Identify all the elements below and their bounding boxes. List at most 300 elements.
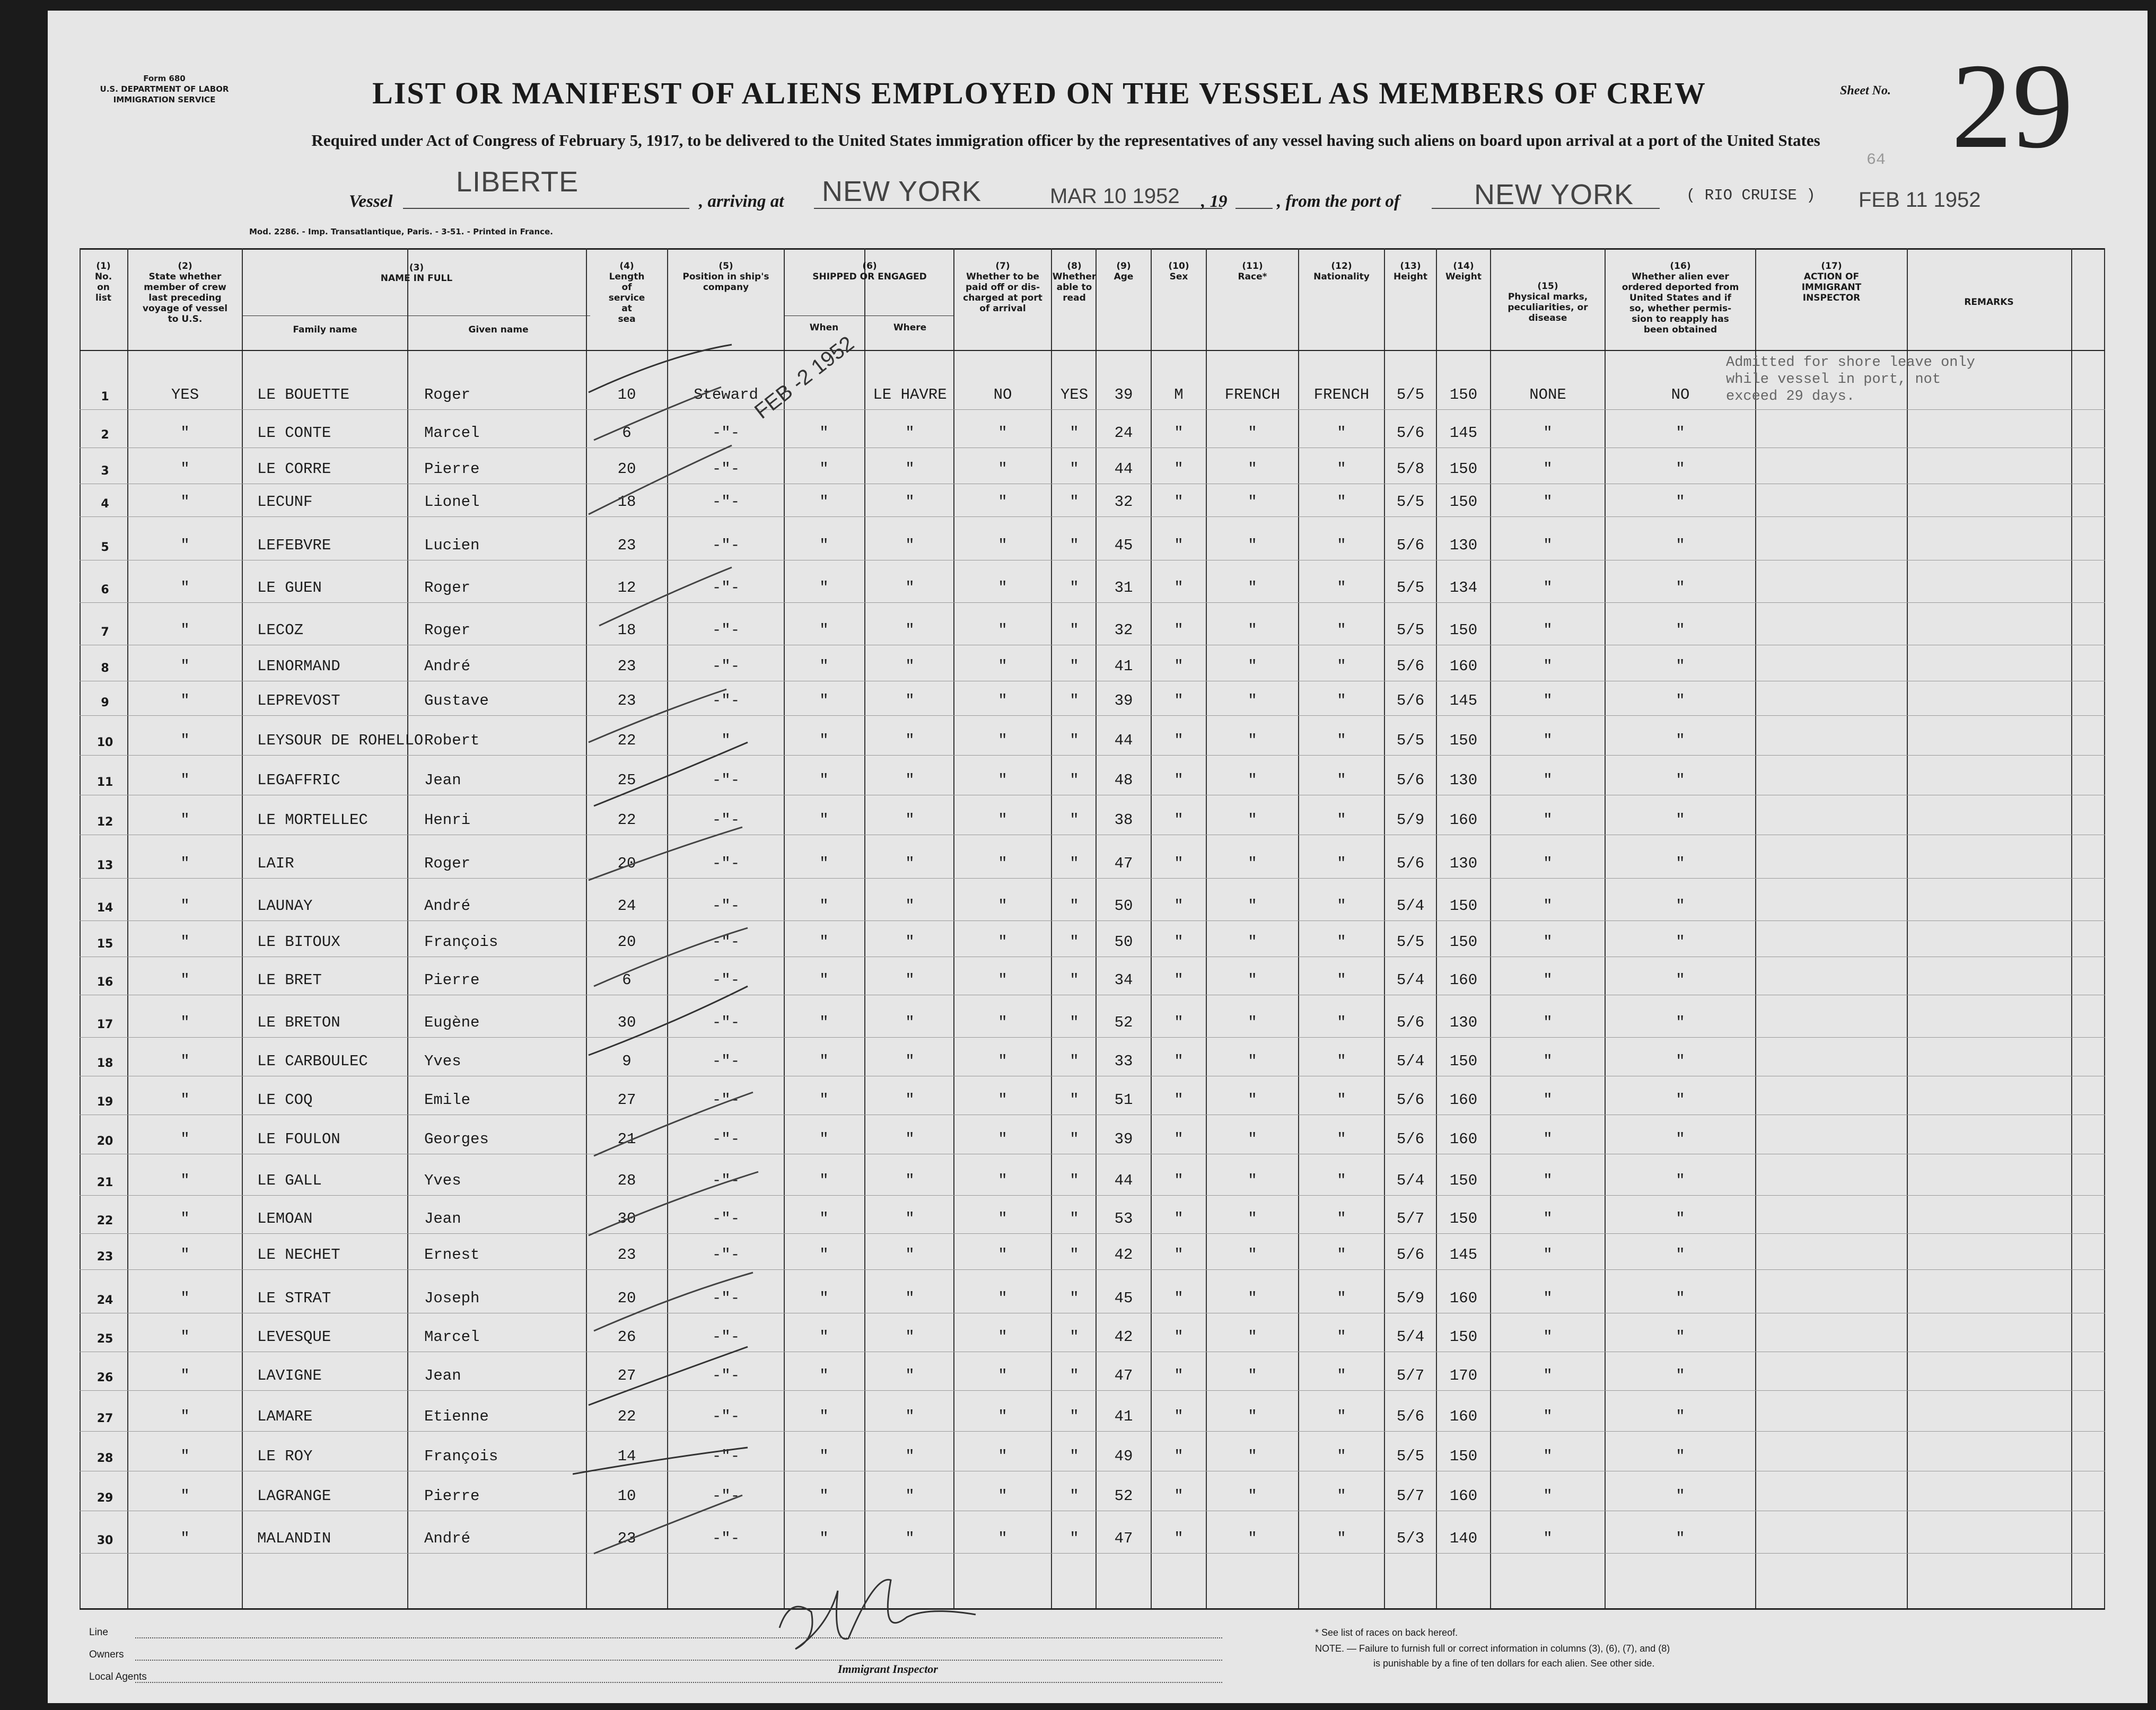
cell-given: Roger	[424, 579, 471, 597]
col-header-height: (13) Height	[1393, 261, 1427, 282]
cell-nat: "	[1337, 1408, 1346, 1425]
cell-marks: "	[1543, 692, 1553, 709]
cell-prev: "	[180, 493, 190, 511]
cell-nat: FRENCH	[1313, 386, 1370, 404]
cell-position: -"-	[712, 897, 740, 915]
col-header-number: (1) No. on list	[94, 261, 112, 303]
row-number: 7	[101, 626, 109, 639]
column-divider	[1490, 248, 1491, 1608]
cell-read: "	[1070, 897, 1079, 915]
cell-family: LAMARE	[257, 1408, 313, 1425]
cell-deported: "	[1676, 460, 1685, 478]
cell-height: 5/4	[1396, 1172, 1425, 1189]
cell-height: 5/6	[1396, 1091, 1425, 1109]
col-header-age: (9) Age	[1114, 261, 1134, 282]
col-header-name: (3) NAME IN FULL	[380, 262, 453, 284]
cell-age: 45	[1114, 537, 1133, 554]
cell-paid: "	[998, 657, 1007, 675]
cell-race: "	[1248, 971, 1257, 989]
cell-height: 5/4	[1396, 897, 1425, 915]
cell-family: LE CONTE	[257, 424, 331, 442]
cell-where: "	[905, 460, 915, 478]
cell-when: "	[819, 692, 829, 709]
cell-weight: 160	[1449, 1290, 1478, 1307]
row-number: 25	[97, 1332, 113, 1346]
col-header-previous-voyage: (2) State whether member of crew last preceding voyage of vessel to U.S.	[142, 261, 228, 325]
cell-height: 5/6	[1396, 537, 1425, 554]
cell-position: -"-	[712, 1487, 740, 1505]
cell-read: "	[1070, 424, 1079, 442]
cell-weight: 160	[1449, 811, 1478, 829]
cell-paid: NO	[993, 386, 1012, 404]
cell-nat: "	[1337, 1487, 1346, 1505]
cell-service: 14	[617, 1448, 636, 1465]
cell-given: Pierre	[424, 460, 480, 478]
cell-sex: "	[1174, 1172, 1184, 1189]
row-number: 14	[97, 901, 113, 915]
row-number: 15	[97, 937, 113, 951]
col-header-inspector-action: (17) ACTION OF IMMIGRANT INSPECTOR	[1801, 261, 1862, 303]
cell-where: "	[905, 1091, 915, 1109]
cell-marks: "	[1543, 1014, 1553, 1031]
sheet-number: 29	[1951, 38, 2073, 173]
column-divider	[1755, 248, 1756, 1608]
cell-weight: 150	[1449, 386, 1478, 404]
cell-marks: "	[1543, 933, 1553, 951]
cell-prev: "	[180, 579, 190, 597]
cell-race: "	[1248, 811, 1257, 829]
cell-prev: "	[180, 1130, 190, 1148]
cell-read: "	[1070, 1530, 1079, 1547]
cell-paid: "	[998, 1328, 1007, 1346]
cell-when: "	[819, 771, 829, 789]
cell-read: "	[1070, 657, 1079, 675]
cell-marks: "	[1543, 537, 1553, 554]
cell-weight: 160	[1449, 1408, 1478, 1425]
cell-where: "	[905, 1408, 915, 1425]
arrival-date-stamp: MAR 10 1952	[1050, 185, 1180, 208]
cell-where: "	[905, 537, 915, 554]
cell-where: "	[905, 1246, 915, 1264]
cell-marks: "	[1543, 1367, 1553, 1384]
cell-when: "	[819, 1448, 829, 1465]
cell-weight: 150	[1449, 1210, 1478, 1227]
document-subtitle: Required under Act of Congress of February 5, 1917, to be delivered to the United States immigration officer by the representatives of any vessel having such aliens on board upon arrival at a port of the United States	[311, 131, 1820, 150]
cell-sex: "	[1174, 1053, 1184, 1070]
cell-given: Gustave	[424, 692, 489, 709]
inspector-signature	[769, 1564, 992, 1670]
cell-read: "	[1070, 1210, 1079, 1227]
cell-prev: "	[180, 621, 190, 639]
cell-family: LEVESQUE	[257, 1328, 331, 1346]
form-identifier	[85, 73, 244, 105]
line-field	[135, 1637, 1222, 1638]
cell-nat: "	[1337, 1172, 1346, 1189]
cell-nat: "	[1337, 933, 1346, 951]
cell-given: Jean	[424, 1210, 461, 1227]
cell-height: 5/5	[1396, 579, 1425, 597]
cell-position: -"-	[712, 1130, 740, 1148]
column-divider	[242, 248, 243, 1608]
row-number: 19	[97, 1095, 113, 1109]
cell-paid: "	[998, 692, 1007, 709]
cell-weight: 150	[1449, 1053, 1478, 1070]
cell-sex: "	[1174, 897, 1184, 915]
cell-marks: "	[1543, 1448, 1553, 1465]
cell-service: 10	[617, 386, 636, 404]
cell-position: -"-	[712, 460, 740, 478]
cell-sex: "	[1174, 1448, 1184, 1465]
cell-prev: "	[180, 1367, 190, 1384]
cell-paid: "	[998, 537, 1007, 554]
cell-weight: 150	[1449, 493, 1478, 511]
cell-read: "	[1070, 579, 1079, 597]
cell-age: 44	[1114, 732, 1133, 749]
penalty-note-line2: is punishable by a fine of ten dollars for each alien. See other side.	[1373, 1658, 1655, 1669]
cell-position: -"-	[712, 1053, 740, 1070]
cell-where: "	[905, 1448, 915, 1465]
cell-family: LE BOUETTE	[257, 386, 350, 404]
row-rule	[80, 1553, 2105, 1554]
cell-prev: "	[180, 1408, 190, 1425]
row-number: 29	[97, 1492, 113, 1505]
cell-deported: NO	[1671, 386, 1690, 404]
cell-when: "	[819, 1367, 829, 1384]
cell-paid: "	[998, 1130, 1007, 1148]
shipped-subheader-rule	[785, 315, 954, 316]
cell-sex: "	[1174, 971, 1184, 989]
col-header-race: (11) Race*	[1238, 261, 1267, 282]
cell-marks: "	[1543, 971, 1553, 989]
cell-given: André	[424, 897, 471, 915]
cell-position: -"-	[712, 424, 740, 442]
cell-race: "	[1248, 1487, 1257, 1505]
cell-position: -"-	[712, 1210, 740, 1227]
cell-prev: "	[180, 897, 190, 915]
cell-paid: "	[998, 1246, 1007, 1264]
cell-height: 5/4	[1396, 1053, 1425, 1070]
cell-when: "	[819, 493, 829, 511]
cell-nat: "	[1337, 692, 1346, 709]
cell-where: "	[905, 493, 915, 511]
cell-race: "	[1248, 460, 1257, 478]
from-port: NEW YORK	[1474, 179, 1634, 211]
cell-deported: "	[1676, 657, 1685, 675]
cell-where: "	[905, 621, 915, 639]
row-rule	[80, 878, 2105, 879]
cell-when: "	[819, 1091, 829, 1109]
cell-read: "	[1070, 1091, 1079, 1109]
vessel-name: LIBERTE	[456, 166, 579, 198]
row-number: 23	[97, 1250, 113, 1264]
cell-race: "	[1248, 897, 1257, 915]
cell-read: "	[1070, 771, 1079, 789]
cell-family: LE CORRE	[257, 460, 331, 478]
cell-read: "	[1070, 621, 1079, 639]
cell-marks: "	[1543, 811, 1553, 829]
races-note: * See list of races on back hereof.	[1315, 1627, 1458, 1638]
cell-paid: "	[998, 1408, 1007, 1425]
cell-prev: YES	[171, 386, 199, 404]
cell-marks: "	[1543, 424, 1553, 442]
cell-marks: "	[1543, 460, 1553, 478]
cell-read: "	[1070, 1487, 1079, 1505]
action-note-line: while vessel in port, not	[1726, 372, 1941, 388]
column-divider	[864, 248, 865, 1608]
row-number: 4	[101, 497, 109, 511]
cell-sex: "	[1174, 579, 1184, 597]
cell-family: LE MORTELLEC	[257, 811, 368, 829]
cell-given: François	[424, 933, 498, 951]
cell-when: "	[819, 579, 829, 597]
cell-family: LAGRANGE	[257, 1487, 331, 1505]
cell-read: "	[1070, 493, 1079, 511]
cell-where: "	[905, 1328, 915, 1346]
cell-age: 32	[1114, 493, 1133, 511]
cell-nat: "	[1337, 1053, 1346, 1070]
cell-age: 47	[1114, 855, 1133, 872]
cell-service: 12	[617, 579, 636, 597]
immigrant-inspector-label: Immigrant Inspector	[838, 1662, 938, 1676]
col-header-shipped-where: Where	[893, 322, 927, 333]
cell-given: André	[424, 1530, 471, 1547]
cell-race: "	[1248, 1210, 1257, 1227]
cell-service: 25	[617, 771, 636, 789]
cell-deported: "	[1676, 971, 1685, 989]
cell-where: "	[905, 933, 915, 951]
cell-service: 10	[617, 1487, 636, 1505]
cell-position: -"-	[712, 1091, 740, 1109]
cell-height: 5/5	[1396, 1448, 1425, 1465]
cell-deported: "	[1676, 1290, 1685, 1307]
cell-nat: "	[1337, 1014, 1346, 1031]
cell-service: 22	[617, 732, 636, 749]
cell-height: 5/5	[1396, 493, 1425, 511]
cell-paid: "	[998, 811, 1007, 829]
cell-prev: "	[180, 1448, 190, 1465]
cell-weight: 160	[1449, 657, 1478, 675]
cell-family: LEYSOUR DE ROHELLO	[257, 732, 424, 749]
cell-family: LEGAFFRIC	[257, 771, 340, 789]
cell-where: "	[905, 771, 915, 789]
sheet-sub-number: 64	[1866, 151, 1886, 169]
row-rule	[80, 516, 2105, 517]
cell-given: Henri	[424, 811, 471, 829]
cell-height: 5/5	[1396, 386, 1425, 404]
cell-nat: "	[1337, 1091, 1346, 1109]
cell-race: "	[1248, 1014, 1257, 1031]
cell-paid: "	[998, 460, 1007, 478]
row-number: 5	[101, 541, 109, 554]
cell-when: "	[819, 933, 829, 951]
cell-race: "	[1248, 855, 1257, 872]
row-number: 3	[101, 464, 109, 478]
cell-sex: "	[1174, 1367, 1184, 1384]
cell-prev: "	[180, 460, 190, 478]
cell-prev: "	[180, 537, 190, 554]
cell-read: "	[1070, 1053, 1079, 1070]
col-header-position: (5) Position in ship's company	[682, 261, 769, 293]
cell-when: "	[819, 621, 829, 639]
cell-given: Yves	[424, 1053, 461, 1070]
cell-where: "	[905, 424, 915, 442]
cell-paid: "	[998, 1448, 1007, 1465]
cell-when: "	[819, 811, 829, 829]
cell-nat: "	[1337, 657, 1346, 675]
cell-family: LECUNF	[257, 493, 313, 511]
cell-family: LE NECHET	[257, 1246, 340, 1264]
row-number: 12	[97, 815, 113, 829]
cell-when: "	[819, 1246, 829, 1264]
service-check-marks	[573, 339, 838, 1569]
cell-service: 28	[617, 1172, 636, 1189]
cell-weight: 150	[1449, 897, 1478, 915]
cell-deported: "	[1676, 1448, 1685, 1465]
cell-weight: 150	[1449, 1328, 1478, 1346]
cell-age: 39	[1114, 1130, 1133, 1148]
cell-where: "	[905, 579, 915, 597]
cell-family: LE BITOUX	[257, 933, 340, 951]
col-header-shipped-when: When	[809, 322, 839, 333]
note-label: NOTE.	[1315, 1643, 1345, 1654]
cell-deported: "	[1676, 933, 1685, 951]
cell-when: "	[819, 732, 829, 749]
cell-deported: "	[1676, 537, 1685, 554]
cell-read: "	[1070, 1328, 1079, 1346]
cell-when: "	[819, 1014, 829, 1031]
cell-where: "	[905, 1487, 915, 1505]
cell-nat: "	[1337, 897, 1346, 915]
cell-sex: "	[1174, 1530, 1184, 1547]
cell-marks: "	[1543, 732, 1553, 749]
column-divider	[2071, 248, 2072, 1608]
cell-family: MALANDIN	[257, 1530, 331, 1547]
cell-position: -"-	[712, 771, 740, 789]
cell-age: 47	[1114, 1367, 1133, 1384]
row-rule	[80, 409, 2105, 410]
cell-paid: "	[998, 1091, 1007, 1109]
cell-service: 18	[617, 493, 636, 511]
column-divider	[1151, 248, 1152, 1608]
cell-given: Roger	[424, 386, 471, 404]
row-rule	[80, 1390, 2105, 1391]
cell-family: LE COQ	[257, 1091, 313, 1109]
cell-family: LEFEBVRE	[257, 537, 331, 554]
cell-where: LE HAVRE	[873, 386, 947, 404]
service-name: IMMIGRATION SERVICE	[113, 95, 216, 104]
cell-deported: "	[1676, 897, 1685, 915]
row-rule	[80, 1431, 2105, 1432]
cell-age: 53	[1114, 1210, 1133, 1227]
cell-marks: "	[1543, 1091, 1553, 1109]
cell-nat: "	[1337, 579, 1346, 597]
cell-marks: "	[1543, 771, 1553, 789]
cell-position: -"-	[712, 692, 740, 709]
cell-nat: "	[1337, 460, 1346, 478]
cell-service: 30	[617, 1210, 636, 1227]
cell-service: 27	[617, 1091, 636, 1109]
cell-where: "	[905, 811, 915, 829]
cell-where: "	[905, 1130, 915, 1148]
cell-deported: "	[1676, 1210, 1685, 1227]
cell-where: "	[905, 1210, 915, 1227]
column-divider	[1051, 248, 1052, 1608]
cell-read: "	[1070, 1290, 1079, 1307]
cell-deported: "	[1676, 1328, 1685, 1346]
cell-when: "	[819, 1053, 829, 1070]
cell-family: LE GUEN	[257, 579, 322, 597]
cell-paid: "	[998, 1530, 1007, 1547]
cell-family: LENORMAND	[257, 657, 340, 675]
local-agents-label: Local Agents	[89, 1671, 147, 1682]
arriving-label: , arriving at	[699, 192, 784, 211]
cell-weight: 140	[1449, 1530, 1478, 1547]
cell-paid: "	[998, 1367, 1007, 1384]
local-agents-field	[135, 1682, 1222, 1683]
row-number: 27	[97, 1412, 113, 1425]
cell-deported: "	[1676, 1408, 1685, 1425]
cell-position: Steward	[694, 386, 758, 404]
cell-race: "	[1248, 933, 1257, 951]
cell-where: "	[905, 732, 915, 749]
cell-age: 39	[1114, 386, 1133, 404]
col-header-shipped: (6) SHIPPED OR ENGAGED	[812, 261, 927, 282]
cell-sex: "	[1174, 1328, 1184, 1346]
cell-read: "	[1070, 1130, 1079, 1148]
cell-service: 6	[622, 424, 632, 442]
cell-prev: "	[180, 1091, 190, 1109]
cell-position: -"-	[712, 1014, 740, 1031]
cell-given: Pierre	[424, 971, 480, 989]
cell-given: Yves	[424, 1172, 461, 1189]
cell-weight: 130	[1449, 771, 1478, 789]
cell-marks: "	[1543, 1290, 1553, 1307]
cell-race: "	[1248, 1130, 1257, 1148]
cell-family: LE GALL	[257, 1172, 322, 1189]
row-rule	[80, 1233, 2105, 1234]
inspector-action-note	[1726, 354, 1975, 405]
arrival-port: NEW YORK	[822, 176, 982, 207]
cell-age: 42	[1114, 1246, 1133, 1264]
printer-imprint: Mod. 2286. - Imp. Transatlantique, Paris. - 3-51. - Printed in France.	[249, 227, 553, 236]
cell-nat: "	[1337, 1130, 1346, 1148]
cell-deported: "	[1676, 424, 1685, 442]
cell-when: "	[819, 657, 829, 675]
cell-nat: "	[1337, 1367, 1346, 1384]
column-divider	[1907, 248, 1908, 1608]
cell-sex: "	[1174, 933, 1184, 951]
cell-height: 5/7	[1396, 1487, 1425, 1505]
cell-paid: "	[998, 621, 1007, 639]
cell-nat: "	[1337, 1530, 1346, 1547]
penalty-note	[1315, 1641, 1670, 1656]
cell-where: "	[905, 1053, 915, 1070]
cell-deported: "	[1676, 1053, 1685, 1070]
cell-height: 5/6	[1396, 424, 1425, 442]
cell-given: Ernest	[424, 1246, 480, 1264]
cell-service: 26	[617, 1328, 636, 1346]
cell-deported: "	[1676, 811, 1685, 829]
cell-position: -"-	[712, 811, 740, 829]
cell-paid: "	[998, 1210, 1007, 1227]
cell-prev: "	[180, 1014, 190, 1031]
cell-prev: "	[180, 1487, 190, 1505]
cell-given: Roger	[424, 855, 471, 872]
row-rule	[80, 1037, 2105, 1038]
cell-sex: "	[1174, 493, 1184, 511]
cell-given: Etienne	[424, 1408, 489, 1425]
cell-given: Roger	[424, 621, 471, 639]
